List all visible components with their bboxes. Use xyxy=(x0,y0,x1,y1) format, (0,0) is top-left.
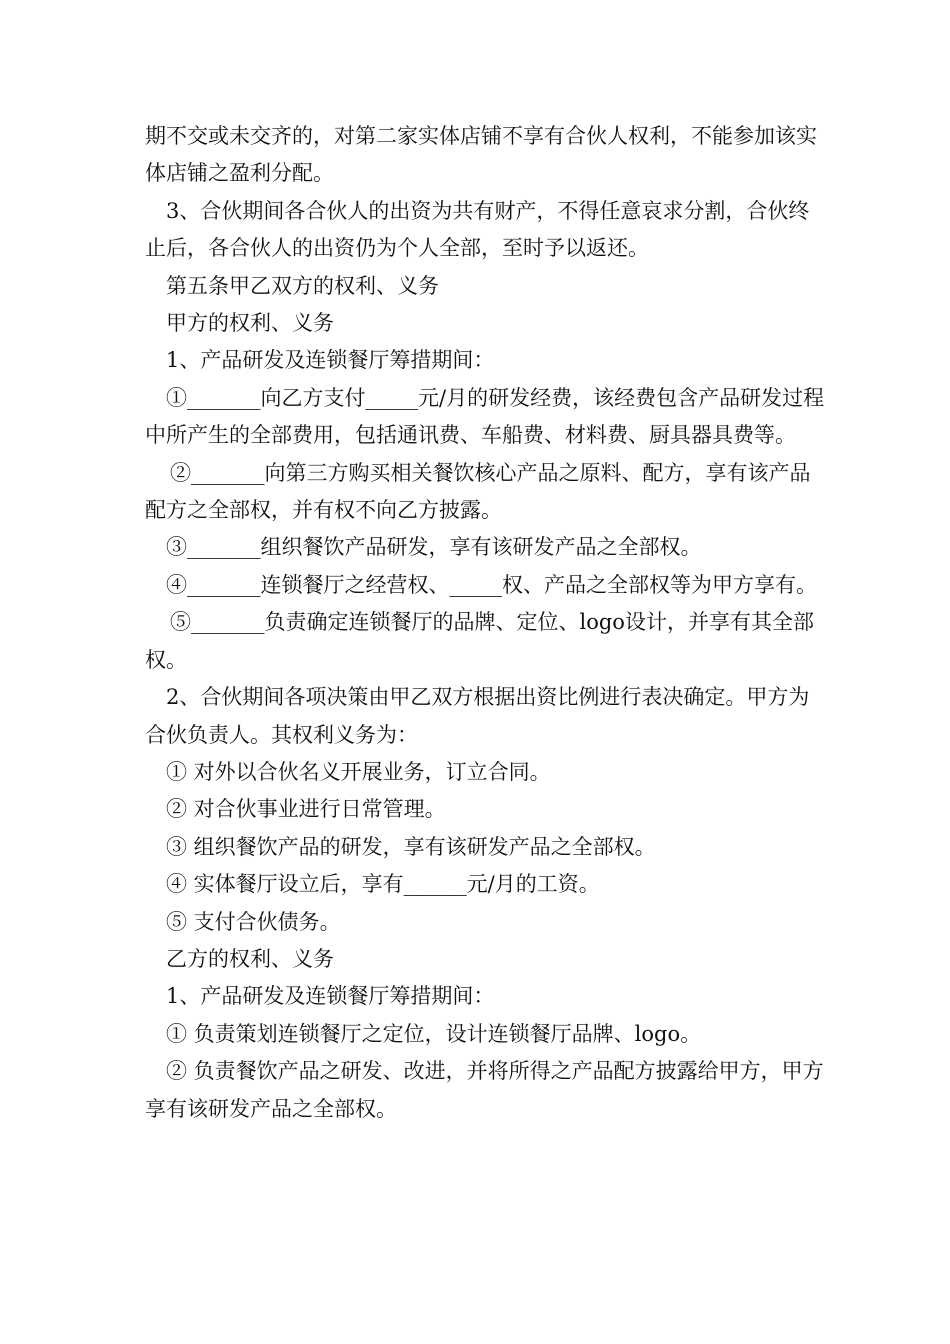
paragraph-clause-3: 3、合伙期间各合伙人的出资为共有财产，不得任意哀求分割，合伙终止后，各合伙人的出资仍为个人全部，至时予以返还。 xyxy=(145,198,810,261)
party-a-subitem-3: ③_______组织餐饮产品研发，享有该研发产品之全部权。 xyxy=(166,535,702,560)
party-a-subitem-1: ①_______向乙方支付_____元/月的研发经费，该经费包含产品研发过程中所产生的全部费用，包括通讯费、车船费、材料费、厨具器具费等。 xyxy=(145,385,825,448)
party-b-heading: 乙方的权利、义务 xyxy=(166,946,334,971)
party-b-subitem-2: ② 负责餐饮产品之研发、改进，并将所得之产品配方披露给甲方，甲方享有该研发产品之全部权。 xyxy=(145,1059,824,1121)
party-a-subitem-5: ⑤_______负责确定连锁餐厅的品牌、定位、logo设计，并享有其全部权。 xyxy=(145,610,814,672)
document-body xyxy=(145,118,825,1128)
party-a-duty-2: ② 对合伙事业进行日常管理。 xyxy=(166,797,446,822)
party-a-subitem-4: ④_______连锁餐厅之经营权、_____权、产品之全部权等为甲方享有。 xyxy=(166,572,817,597)
party-b-item-1: 1、产品研发及连锁餐厅筹措期间： xyxy=(166,984,495,1009)
paragraph-continuation: 期不交或未交齐的，对第二家实体店铺不享有合伙人权利，不能参加该实体店铺之盈利分配。 xyxy=(145,124,817,186)
article-5-heading: 第五条甲乙双方的权利、义务 xyxy=(166,273,439,298)
party-a-duty-4: ④ 实体餐厅设立后，享有______元/月的工资。 xyxy=(166,872,600,897)
party-a-heading: 甲方的权利、义务 xyxy=(166,311,334,336)
party-a-duty-1: ① 对外以合伙名义开展业务，订立合同。 xyxy=(166,759,551,784)
party-a-subitem-2: ②_______向第三方购买相关餐饮核心产品之原料、配方，享有该产品配方之全部权，并有权不向乙方披露。 xyxy=(145,460,811,523)
party-a-duty-5: ⑤ 支付合伙债务。 xyxy=(166,909,341,934)
party-b-subitem-1: ① 负责策划连锁餐厅之定位，设计连锁餐厅品牌、logo。 xyxy=(166,1021,702,1046)
party-a-item-2: 2、合伙期间各项决策由甲乙双方根据出资比例进行表决确定。甲方为合伙负责人。其权利义务为： xyxy=(145,685,810,747)
party-a-item-1: 1、产品研发及连锁餐厅筹措期间： xyxy=(166,348,495,373)
party-a-duty-3: ③ 组织餐饮产品的研发，享有该研发产品之全部权。 xyxy=(166,834,656,859)
